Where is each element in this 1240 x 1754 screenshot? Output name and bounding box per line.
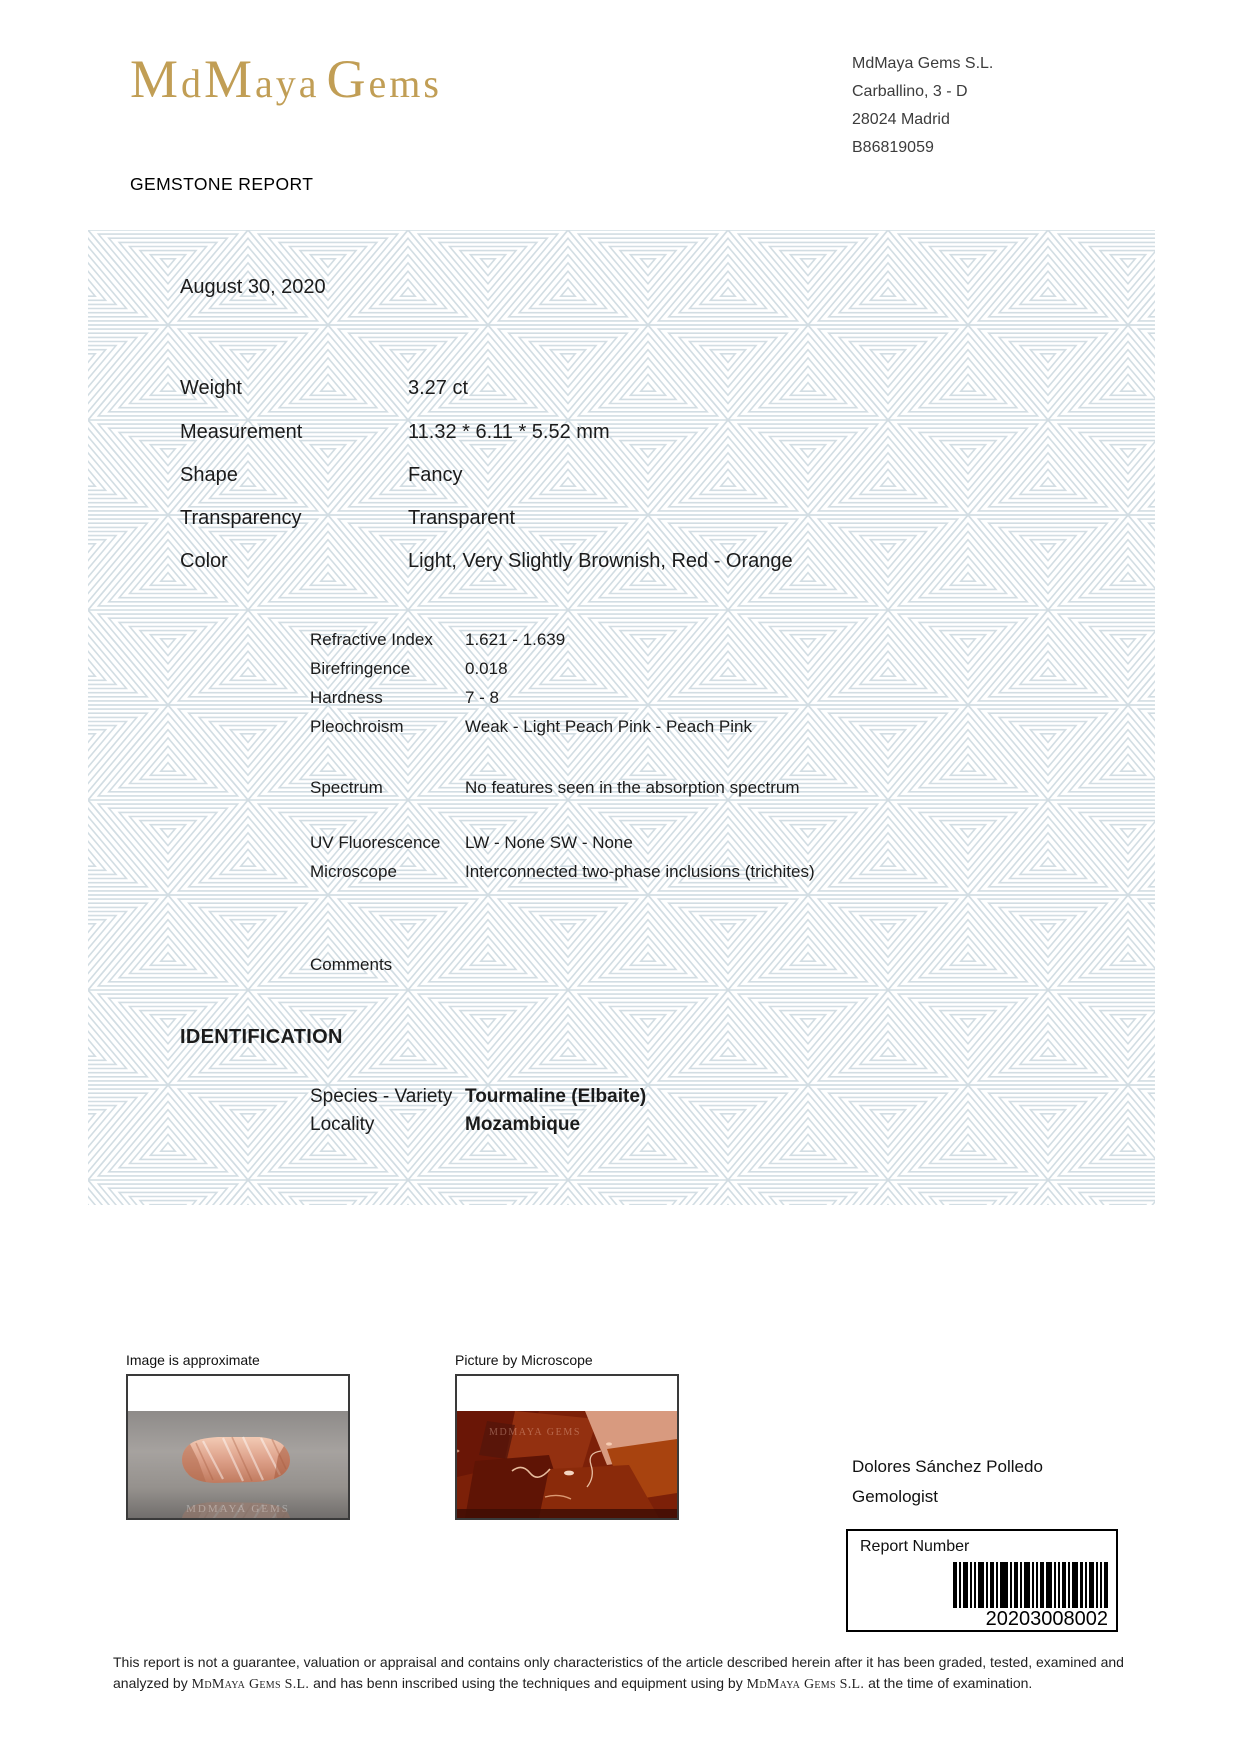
property-label: Locality [310, 1114, 375, 1135]
property-label: Birefringence [310, 659, 411, 678]
logo-letter: M [130, 49, 182, 109]
brand-name-inline: MdMaya Gems S.L. [191, 1677, 310, 1692]
property-value: 3.27 ct [408, 377, 469, 399]
microscope-photo [457, 1411, 677, 1518]
logo-letter: d [181, 61, 205, 106]
property-label: Spectrum [310, 778, 383, 797]
gemologist-title: Gemologist [852, 1487, 938, 1506]
property-value: Transparent [408, 507, 516, 529]
report-panel [88, 230, 1155, 1205]
property-label: Pleochroism [310, 717, 404, 736]
company-logo [130, 49, 442, 111]
logo-letter: ems [368, 61, 442, 106]
disclaimer-segment: This report is not a guarantee, valuation or appraisal and contains only characteristics of the article described herein after it has been graded, tested, examined and analyzed by [113, 1654, 1124, 1691]
company-street: Carballino, 3 - D [852, 83, 968, 100]
property-value: 11.32 * 6.11 * 5.52 mm [408, 421, 610, 443]
page-title: GEMSTONE REPORT [130, 174, 314, 194]
disclaimer-segment: and has benn inscribed using the techniques and equipment using by [309, 1675, 747, 1691]
property-value: Interconnected two-phase inclusions (trichites) [465, 862, 815, 881]
property-label: UV Fluorescence [310, 833, 441, 852]
property-label: Shape [180, 464, 238, 486]
report-date: August 30, 2020 [180, 276, 326, 298]
report-number-label: Report Number [860, 1538, 970, 1555]
microscope-photo-caption: Picture by Microscope [455, 1352, 593, 1368]
property-label: Transparency [180, 507, 302, 529]
photo-white-strip [128, 1376, 348, 1411]
photo-watermark: MDMAYA GEMS [186, 1503, 290, 1515]
property-value: 7 - 8 [465, 688, 500, 707]
comments-label: Comments [310, 955, 393, 974]
logo-letter: aya [255, 61, 320, 106]
company-name: MdMaya Gems S.L. [852, 55, 994, 72]
gem-photo-box [126, 1374, 350, 1520]
company-city: 28024 Madrid [852, 111, 950, 128]
brand-name-inline: MdMaya Gems S.L. [746, 1677, 865, 1692]
photo-watermark: MDMAYA GEMS [489, 1427, 581, 1438]
property-label: Color [180, 550, 228, 572]
property-label: Measurement [180, 421, 303, 443]
property-value: Weak - Light Peach Pink - Peach Pink [465, 717, 752, 736]
report-number-box [846, 1529, 1118, 1632]
logo-letter: G [326, 49, 369, 109]
signature-block [852, 1452, 1043, 1512]
property-value: No features seen in the absorption spectrum [465, 778, 800, 797]
photo-white-strip [457, 1376, 677, 1411]
report-number-value: 20203008002 [985, 1608, 1108, 1630]
property-label: Microscope [310, 862, 397, 881]
property-value: 1.621 - 1.639 [465, 630, 566, 649]
company-address-block [852, 50, 993, 162]
barcode [953, 1562, 1108, 1608]
property-label: Refractive Index [310, 630, 433, 649]
property-label: Species - Variety [310, 1086, 453, 1107]
property-label: Hardness [310, 688, 383, 707]
property-value: 0.018 [465, 659, 508, 678]
identification-heading: IDENTIFICATION [180, 1026, 343, 1048]
logo-letter: M [204, 49, 256, 109]
gemologist-name: Dolores Sánchez Polledo [852, 1457, 1043, 1476]
disclaimer-text [113, 1652, 1151, 1695]
property-label: Weight [180, 377, 242, 399]
disclaimer-segment: at the time of examination. [864, 1675, 1033, 1691]
property-value: Fancy [408, 464, 463, 486]
property-value: LW - None SW - None [465, 833, 633, 852]
property-value: Light, Very Slightly Brownish, Red - Orange [408, 550, 793, 572]
gem-photo-caption: Image is approximate [126, 1352, 260, 1368]
microscope-photo-box [455, 1374, 679, 1520]
gem-photo [128, 1411, 348, 1518]
property-value: Tourmaline (Elbaite) [465, 1086, 647, 1107]
company-tax-id: B86819059 [852, 139, 934, 156]
property-value: Mozambique [465, 1114, 581, 1135]
